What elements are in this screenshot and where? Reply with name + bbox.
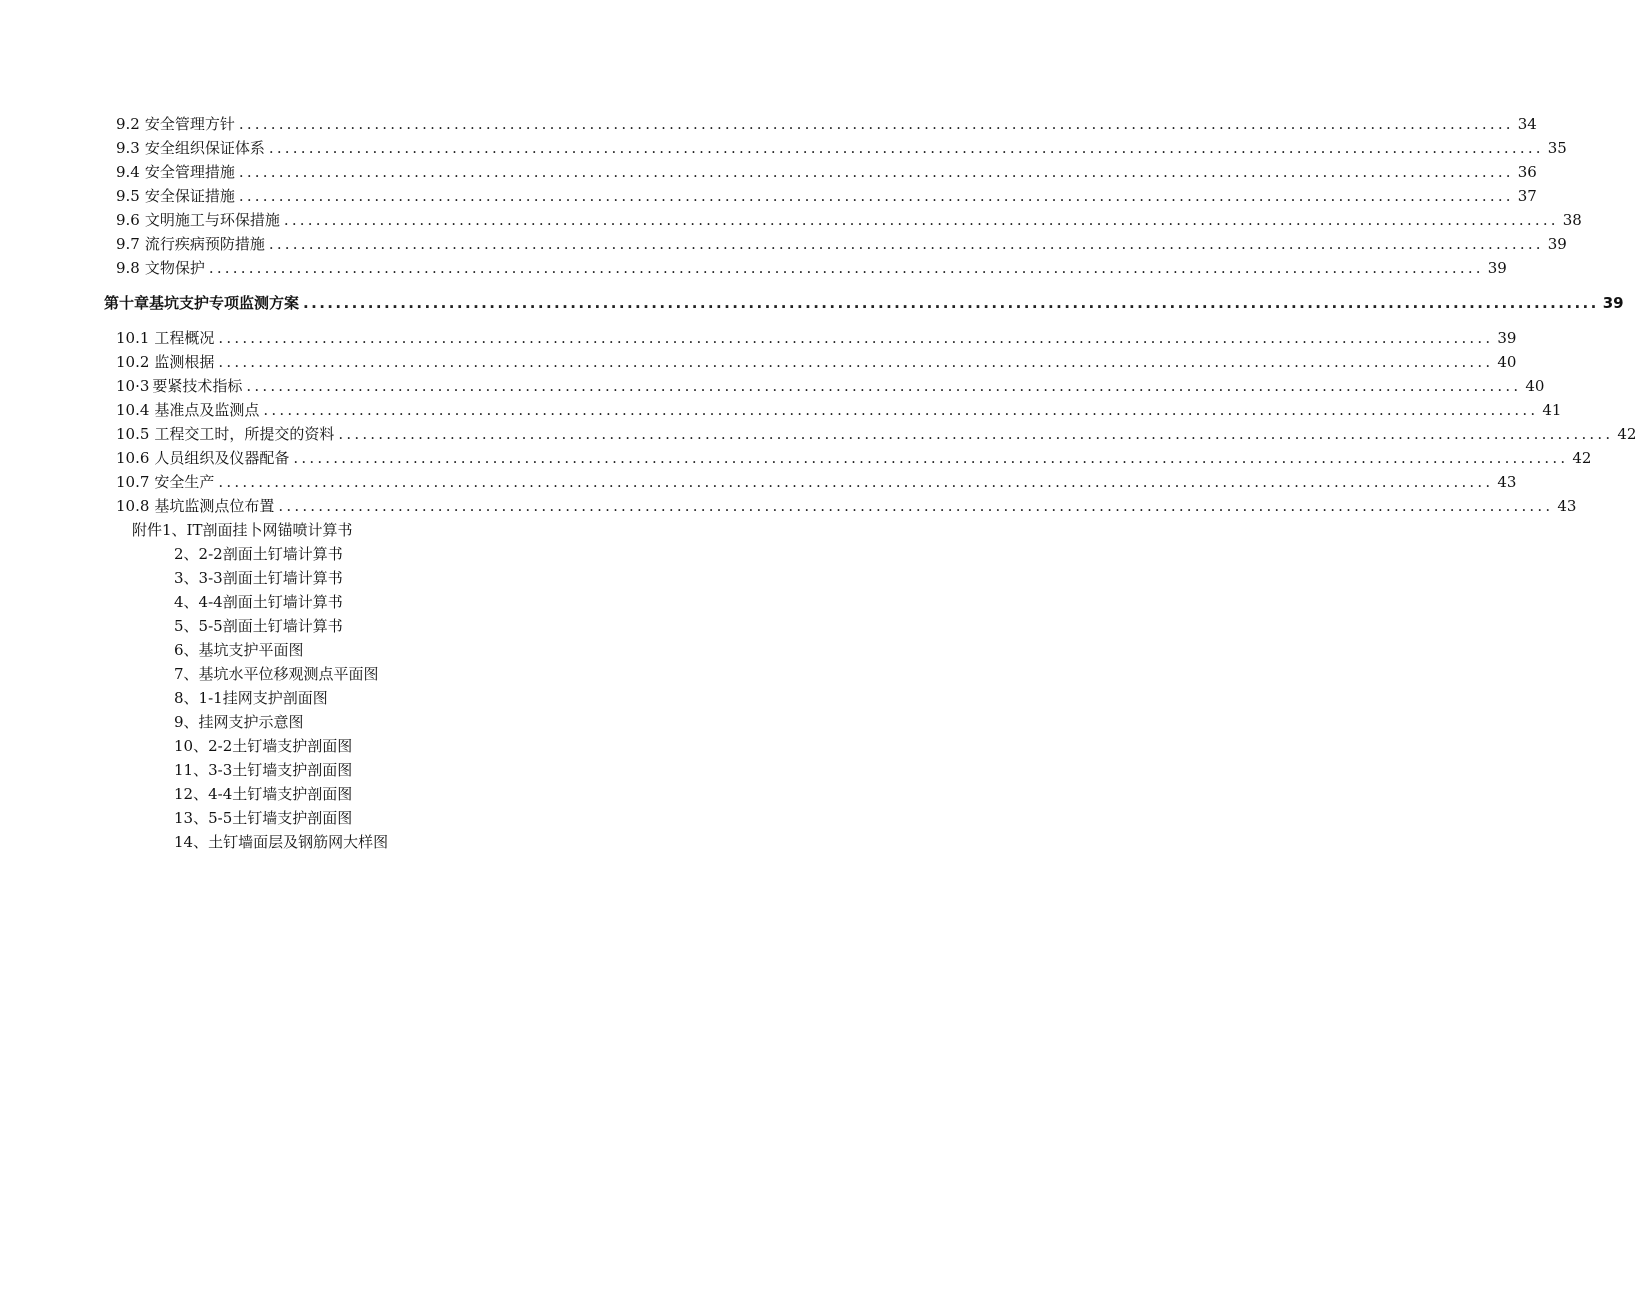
toc-entry-9-2[interactable] [116,114,1537,134]
toc-entry-number: 10.2 [116,353,150,371]
toc-entry-title: 工程交工时，所提交的资料 [154,425,335,443]
toc-entry-number: 10.6 [116,449,150,467]
toc-entry-9-8[interactable] [116,258,1507,278]
attachments-header: 附件1、IT剖面挂卜网锚喷计算书 [132,521,353,539]
toc-chapter-10[interactable] [104,293,1624,313]
toc-entry-page: 39 [1547,235,1567,253]
toc-entry-page: 38 [1562,211,1582,229]
toc-entry-page: 39 [1497,329,1517,347]
dot-leader: ................................................................................................................................................................ [293,449,1569,467]
toc-entry-10-8[interactable] [116,496,1577,516]
toc-entry-9-4[interactable] [116,162,1537,182]
attachment-item: 11、3-3土钉墙支护剖面图 [174,761,353,779]
toc-entry-10-5[interactable] [116,424,1636,444]
toc-entry-10-2[interactable] [116,352,1517,372]
dot-leader: ................................................................................................................................................................ [268,139,1544,157]
dot-leader: ................................................................................................................................................................ [208,259,1484,277]
toc-entry-page: 41 [1542,401,1562,419]
toc-entry-10-3[interactable] [116,376,1545,396]
toc-entry-9-6[interactable] [116,210,1582,230]
toc-entry-number: 9.5 [116,187,140,205]
attachment-item: 14、土钉墙面层及钢筋网大样图 [174,833,389,851]
toc-entry-title: 要紧技术指标 [152,377,243,395]
attachment-item: 7、基坑水平位移观测点平面图 [174,665,379,683]
toc-entry-9-3[interactable] [116,138,1567,158]
dot-leader: ................................................................................................................................................................ [246,377,1522,395]
toc-entry-title: 基坑监测点位布置 [154,497,275,515]
toc-entry-number: 10.1 [116,329,150,347]
toc-entry-number: 9.2 [116,115,140,133]
toc-entry-number: 9.3 [116,139,140,157]
toc-entry-page: 43 [1497,473,1517,491]
toc-entry-10-4[interactable] [116,400,1562,420]
toc-entry-page: 37 [1517,187,1537,205]
toc-entry-title: 文物保护 [144,259,205,277]
attachment-item: 12、4-4土钉墙支护剖面图 [174,785,353,803]
toc-entry-page: 40 [1497,353,1517,371]
attachment-item: 10、2-2土钉墙支护剖面图 [174,737,353,755]
toc-entry-10-1[interactable] [116,328,1517,348]
toc-entry-number: 9.8 [116,259,140,277]
attachment-item: 2、2-2剖面土钉墙计算书 [174,545,343,563]
dot-leader: ................................................................................................................................................................ [268,235,1544,253]
attachment-item: 9、挂网支护示意图 [174,713,304,731]
attachment-item: 13、5-5土钉墙支护剖面图 [174,809,353,827]
toc-entry-title: 安全保证措施 [144,187,235,205]
attachment-item: 5、5-5剖面土钉墙计算书 [174,617,343,635]
toc-chapter-title: 第十章基坑支护专项监测方案 [104,294,300,312]
toc-chapter-page: 39 [1602,294,1624,312]
toc-entry-title: 工程概况 [154,329,215,347]
toc-entry-title: 人员组织及仪器配备 [154,449,290,467]
dot-leader: ................................................................................................................................................................ [238,187,1514,205]
attachment-item: 3、3-3剖面土钉墙计算书 [174,569,343,587]
toc-entry-number: 10.5 [116,425,150,443]
toc-entry-number: 9.4 [116,163,140,181]
toc-entry-9-7[interactable] [116,234,1567,254]
dot-leader: ................................................................................................................................................................ [218,473,1494,491]
toc-entry-page: 40 [1525,377,1545,395]
dot-leader: ................................................................................................................................................................ [218,353,1494,371]
dot-leader: ................................................................................................................................................................ [263,401,1539,419]
toc-entry-10-7[interactable] [116,472,1517,492]
toc-entry-title: 流行疾病预防措施 [144,235,265,253]
dot-leader: ................................................................................................................................................................ [278,497,1554,515]
toc-entry-page: 36 [1517,163,1537,181]
toc-entry-title: 安全生产 [154,473,215,491]
toc-entry-number: 10.8 [116,497,150,515]
toc-entry-9-5[interactable] [116,186,1537,206]
toc-entry-page: 34 [1517,115,1537,133]
attachment-item: 6、基坑支护平面图 [174,641,304,659]
toc-entry-page: 42 [1617,425,1636,443]
attachment-item: 8、1-1挂网支护剖面图 [174,689,328,707]
toc-entry-title: 安全管理方针 [144,115,235,133]
toc-entry-title: 文明施工与环保措施 [144,211,280,229]
toc-entry-page: 43 [1557,497,1577,515]
toc-entry-title: 安全管理措施 [144,163,235,181]
toc-entry-number: 10·3 [116,377,150,395]
toc-entry-page: 39 [1487,259,1507,277]
toc-entry-title: 安全组织保证体系 [144,139,265,157]
toc-entry-number: 9.6 [116,211,140,229]
dot-leader: ................................................................................................................................................................ [238,115,1514,133]
dot-leader: ................................................................................................................................................................ [283,211,1559,229]
toc-entry-page: 42 [1572,449,1592,467]
dot-leader: ................................................................................................................................................................ [238,163,1514,181]
toc-entry-title: 基准点及监测点 [154,401,260,419]
toc-entry-title: 监测根据 [154,353,215,371]
attachment-item: 4、4-4剖面土钉墙计算书 [174,593,343,611]
toc-entry-page: 35 [1547,139,1567,157]
toc-entry-number: 10.7 [116,473,150,491]
dot-leader: ................................................................................................................................................................ [338,425,1614,443]
toc-entry-number: 10.4 [116,401,150,419]
dot-leader: ................................................................................................................................................................ [218,329,1494,347]
dot-leader: ................................................................................................................................................................ [303,294,1599,312]
toc-entry-number: 9.7 [116,235,140,253]
toc-entry-10-6[interactable] [116,448,1592,468]
